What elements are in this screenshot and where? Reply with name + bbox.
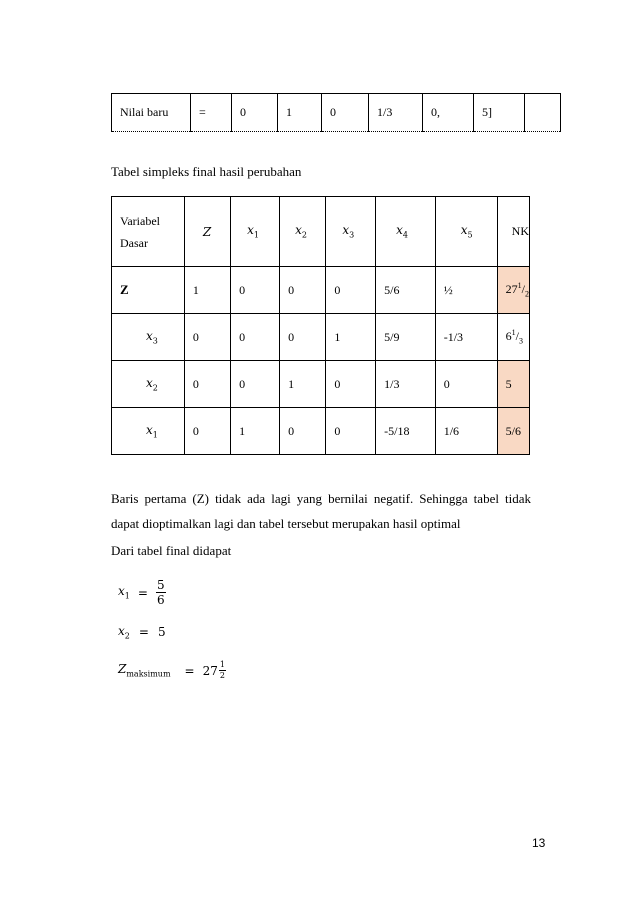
- table-cell: 1: [278, 94, 322, 132]
- value-cell: 1: [326, 314, 376, 361]
- nilai-baru-table: [111, 93, 561, 132]
- value-cell: 0: [231, 361, 280, 408]
- table-row: [112, 267, 530, 314]
- table-row: [112, 314, 530, 361]
- value-cell: 0: [231, 314, 280, 361]
- header-col-x2: $x_2$: [280, 197, 326, 267]
- value-cell: 5/6: [376, 267, 436, 314]
- header-col-x5: $x_5$: [435, 197, 497, 267]
- result-x2-value: 5: [157, 625, 166, 640]
- value-cell: 0: [184, 314, 230, 361]
- value-cell: 0: [280, 314, 326, 361]
- basis-cell: Z: [112, 267, 185, 314]
- value-cell: 0: [435, 361, 497, 408]
- table-cell: 0,: [423, 94, 474, 132]
- value-cell: 1/6: [435, 408, 497, 455]
- table-cell: [525, 94, 561, 132]
- value-cell: 1: [184, 267, 230, 314]
- value-cell: ½: [435, 267, 497, 314]
- table-row: [112, 94, 561, 132]
- conclusion-paragraph: Baris pertama (Z) tidak ada lagi yang bernilai negatif. Sehingga tabel tidak dapat dioptimalkan lagi dan tabel tersebut merupakan hasil optimal: [111, 491, 531, 531]
- value-cell: 1/3: [376, 361, 436, 408]
- basis-cell: $x_3$: [112, 314, 185, 361]
- value-cell: 0: [231, 267, 280, 314]
- table-cell: 0: [232, 94, 278, 132]
- nk-cell: 5: [497, 361, 529, 408]
- result-x2: [118, 624, 166, 640]
- table-row: [112, 361, 530, 408]
- nk-cell: $6^1/_3$: [497, 314, 529, 361]
- result-z: [118, 660, 226, 681]
- result-z-equals: =: [184, 663, 195, 678]
- value-cell: 0: [326, 267, 376, 314]
- value-cell: -1/3: [435, 314, 497, 361]
- result-x1-equals: =: [137, 585, 148, 600]
- table-cell: 5]: [474, 94, 525, 132]
- table-cell: 0: [322, 94, 369, 132]
- value-cell: 0: [326, 408, 376, 455]
- nk-cell: $27^1/_2$: [497, 267, 529, 314]
- header-basis-label: Variabel Dasar: [112, 197, 185, 267]
- result-x1-fraction: $\frac{5}{6}$: [156, 578, 165, 607]
- nk-cell: 5/6: [497, 408, 529, 455]
- table-caption: Tabel simpleks final hasil perubahan: [111, 164, 302, 179]
- basis-cell: $x_2$: [112, 361, 185, 408]
- basis-cell: $x_1$: [112, 408, 185, 455]
- result-x1: [118, 578, 166, 607]
- result-x1-var: $x_1$: [118, 584, 130, 601]
- value-cell: 0: [326, 361, 376, 408]
- header-col-z: Z: [184, 197, 230, 267]
- result-intro: Dari tabel final didapat: [111, 543, 232, 558]
- final-simplex-table: [111, 196, 530, 455]
- value-cell: 0: [184, 361, 230, 408]
- value-cell: 5/9: [376, 314, 436, 361]
- table-header-row: [112, 197, 530, 267]
- table-cell: Nilai baru: [112, 94, 191, 132]
- result-z-value: 27 $\frac{1}{2}$: [202, 660, 225, 680]
- value-cell: 1: [280, 361, 326, 408]
- result-z-var: $Z_{maksimum}$: [118, 662, 171, 679]
- page-number: 13: [532, 836, 546, 850]
- value-cell: 0: [280, 267, 326, 314]
- table-row: [112, 408, 530, 455]
- header-col-nk: NK: [497, 197, 529, 267]
- value-cell: 0: [184, 408, 230, 455]
- result-x2-var: $x_2$: [118, 624, 130, 641]
- value-cell: 1: [231, 408, 280, 455]
- header-col-x1: $x_1$: [231, 197, 280, 267]
- header-col-x3: $x_3$: [326, 197, 376, 267]
- header-col-x4: $x_4$: [376, 197, 436, 267]
- table-cell: 1/3: [369, 94, 423, 132]
- value-cell: 0: [280, 408, 326, 455]
- table-cell: =: [191, 94, 232, 132]
- result-x2-equals: =: [138, 625, 149, 640]
- value-cell: -5/18: [376, 408, 436, 455]
